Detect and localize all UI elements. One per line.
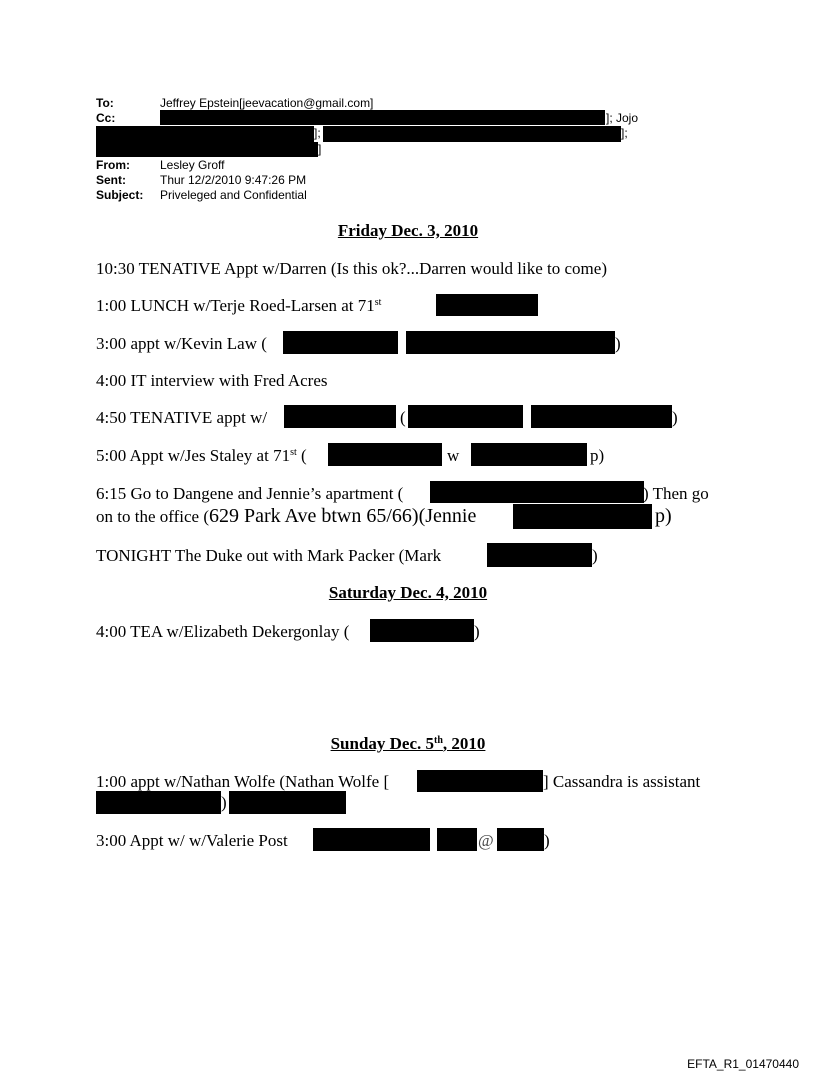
redaction-box	[408, 405, 523, 428]
friday-line-8c: p)	[655, 505, 672, 527]
saturday-heading: Saturday Dec. 4, 2010	[328, 583, 488, 602]
line-text: 1:00 LUNCH w/Terje Roed-Larsen at 71	[96, 296, 375, 315]
friday-heading: Friday Dec. 3, 2010	[337, 221, 479, 240]
to-value: Jeffrey Epstein[jeevacation@gmail.com]	[160, 96, 374, 110]
line-text: on to the office (	[96, 507, 209, 526]
line-text: (	[296, 446, 307, 465]
friday-line-8	[96, 506, 476, 527]
friday-line-3b: )	[615, 334, 621, 353]
friday-line-4: 4:00 IT interview with Fred Acres	[96, 371, 328, 390]
friday-line-6c: w	[447, 446, 460, 465]
from-value: Lesley Groff	[160, 158, 225, 172]
cc-tail-2: ];	[314, 126, 321, 140]
redaction-box	[313, 828, 430, 851]
from-label: From:	[96, 158, 130, 172]
friday-line-7b: ) Then go	[643, 484, 709, 503]
friday-line-6d: p)	[590, 446, 605, 465]
redaction-box	[96, 126, 314, 142]
sunday-line-1a: 1:00 appt w/Nathan Wolfe (Nathan Wolfe [	[96, 772, 390, 791]
redaction-box	[417, 770, 543, 792]
redaction-box	[370, 619, 474, 642]
redaction-box	[160, 110, 605, 125]
friday-line-2	[96, 296, 381, 316]
redaction-box	[328, 443, 442, 466]
redaction-box	[430, 481, 644, 503]
saturday-line-1b: )	[474, 622, 480, 641]
sunday-line-2: )	[221, 793, 227, 812]
heading-text: , 2010	[442, 734, 486, 753]
redaction-box	[471, 443, 587, 466]
cc-tail-1: ]; Jojo	[606, 111, 639, 125]
redaction-box	[437, 828, 477, 851]
friday-line-5b: (	[400, 408, 406, 427]
friday-line-9a: TONIGHT The Duke out with Mark Packer (Mark	[96, 546, 442, 565]
redaction-box	[531, 405, 672, 428]
to-label: To:	[96, 96, 114, 110]
cc-tail-4: ]	[318, 142, 322, 156]
redaction-box	[487, 543, 592, 567]
redaction-box	[96, 142, 318, 157]
redaction-box	[229, 791, 346, 814]
sent-value: Thur 12/2/2010 9:47:26 PM	[160, 173, 307, 187]
subject-label: Subject:	[96, 188, 144, 202]
sent-label: Sent:	[96, 173, 126, 187]
cc-tail-3: ];	[621, 126, 628, 140]
saturday-line-1a: 4:00 TEA w/Elizabeth Dekergonlay (	[96, 622, 350, 641]
redaction-box	[497, 828, 544, 851]
sunday-line-3c: )	[544, 831, 550, 850]
sunday-line-3b: @	[478, 831, 494, 850]
redaction-box	[283, 331, 398, 354]
superscript: st	[374, 297, 382, 308]
redaction-box	[96, 791, 221, 814]
redaction-box	[436, 294, 538, 316]
superscript: st	[290, 447, 297, 458]
friday-line-6	[96, 446, 307, 466]
redaction-box	[284, 405, 396, 428]
subject-value: Priveleged and Confidential	[160, 188, 307, 202]
redaction-box	[513, 504, 652, 529]
sunday-heading	[0, 734, 816, 754]
friday-line-7a: 6:15 Go to Dangene and Jennie’s apartment (	[96, 484, 404, 503]
cc-label: Cc:	[96, 111, 116, 125]
friday-line-5a: 4:50 TENATIVE appt w/	[96, 408, 268, 427]
superscript: th	[434, 735, 443, 746]
heading-text: Sunday Dec. 5	[330, 734, 435, 753]
document-id: EFTA_R1_01470440	[687, 1057, 799, 1071]
redaction-box	[406, 331, 615, 354]
sunday-line-1b: ] Cassandra is assistant	[543, 772, 701, 791]
line-text: 5:00 Appt w/Jes Staley at 71	[96, 446, 291, 465]
friday-line-5c: )	[672, 408, 678, 427]
friday-line-1: 10:30 TENATIVE Appt w/Darren (Is this ok?...Darren would like to come)	[96, 259, 607, 278]
friday-line-3a: 3:00 appt w/Kevin Law (	[96, 334, 267, 353]
friday-line-9b: )	[592, 546, 598, 565]
sunday-line-3a: 3:00 Appt w/ w/Valerie Post	[96, 831, 288, 850]
redaction-box	[323, 126, 621, 142]
line-text-large: 629 Park Ave btwn 65/66)(Jennie	[208, 505, 477, 527]
